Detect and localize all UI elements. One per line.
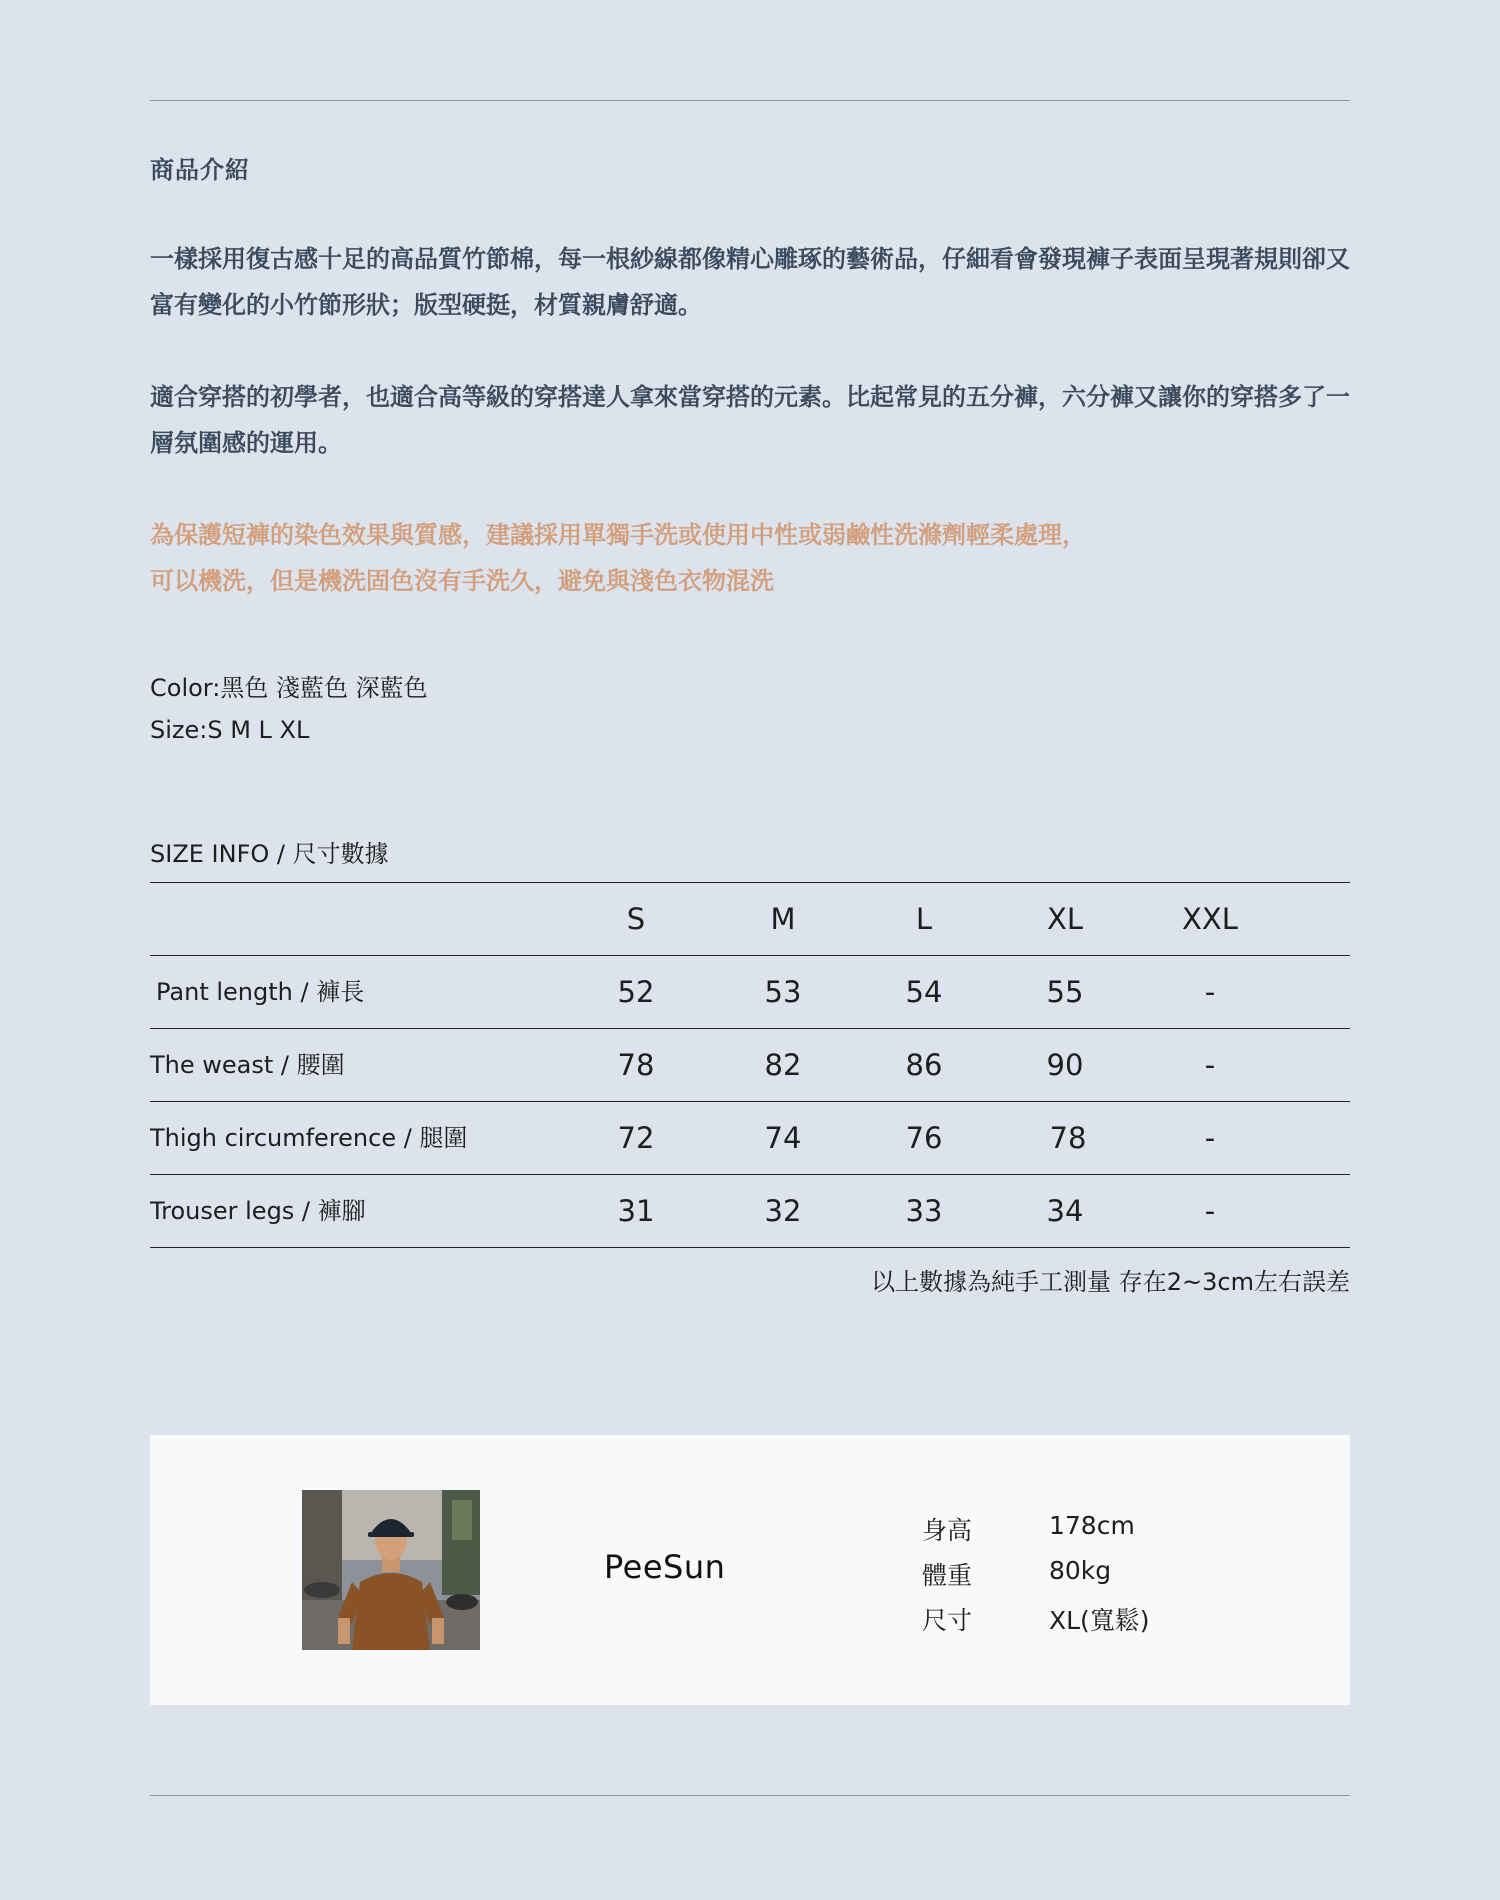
table-cell: - <box>1204 1048 1216 1082</box>
table-header-row <box>150 882 1350 955</box>
table-cell: 76 <box>905 1121 943 1155</box>
column-header-s: S <box>626 902 646 936</box>
table-row <box>150 1101 1350 1174</box>
table-cell: 55 <box>1046 975 1084 1009</box>
care-note-line-2: 可以機洗，但是機洗固色沒有手洗久，避免與淺色衣物混洗 <box>150 567 774 595</box>
top-divider <box>150 100 1350 101</box>
table-cell: 54 <box>905 975 943 1009</box>
row-label: Thigh circumference / 腿圍 <box>150 1124 468 1152</box>
stat-label-height: 身高 <box>922 1516 973 1545</box>
care-note-line-1: 為保護短褲的染色效果與質感，建議採用單獨手洗或使用中性或弱鹼性洗滌劑輕柔處理， <box>150 521 1086 549</box>
stat-value-height: 178cm <box>1049 1511 1135 1540</box>
stat-label-weight: 體重 <box>922 1561 973 1590</box>
size-table <box>150 882 1350 1248</box>
measurement-note: 以上數據為純手工測量 存在2~3cm左右誤差 <box>871 1268 1350 1296</box>
row-label: The weast / 腰圍 <box>150 1051 345 1079</box>
table-cell: - <box>1204 1121 1216 1155</box>
column-header-m: M <box>770 902 796 936</box>
table-cell: 53 <box>764 975 802 1009</box>
table-cell: - <box>1204 975 1216 1009</box>
model-name: PeeSun <box>604 1548 726 1586</box>
table-cell: - <box>1204 1194 1216 1228</box>
intro-paragraph-1: 一樣採用復古感十足的高品質竹節棉，每一根紗線都像精心雕琢的藝術品，仔細看會發現褲子表面呈現著規則卻又富有變化的小竹節形狀；版型硬挺，材質親膚舒適。 <box>150 245 1350 319</box>
table-cell: 74 <box>764 1121 802 1155</box>
table-cell: 78 <box>1049 1121 1087 1155</box>
table-cell: 78 <box>617 1048 655 1082</box>
column-header-l: L <box>915 902 933 936</box>
model-photo <box>302 1490 480 1650</box>
column-header-xxl: XXL <box>1182 902 1238 936</box>
care-note <box>150 512 1350 604</box>
table-cell: 86 <box>905 1048 943 1082</box>
size-info-title: SIZE INFO / 尺寸數據 <box>150 840 389 868</box>
table-cell: 90 <box>1046 1048 1084 1082</box>
size-options: Size:S M L XL <box>150 716 310 744</box>
table-cell: 52 <box>617 975 655 1009</box>
table-cell: 34 <box>1046 1194 1084 1228</box>
table-cell: 82 <box>764 1048 802 1082</box>
table-row <box>150 1028 1350 1101</box>
row-label: Pant length / 褲長 <box>156 978 365 1006</box>
row-label: Trouser legs / 褲腳 <box>150 1197 366 1225</box>
column-header-xl: XL <box>1046 902 1084 936</box>
bottom-divider <box>150 1795 1350 1796</box>
table-cell: 31 <box>617 1194 655 1228</box>
stat-label-size: 尺寸 <box>922 1606 973 1635</box>
table-cell: 32 <box>764 1194 802 1228</box>
color-options: Color:黑色 淺藍色 深藍色 <box>150 674 428 702</box>
table-row <box>150 1174 1350 1248</box>
intro-paragraph-2: 適合穿搭的初學者，也適合高等級的穿搭達人拿來當穿搭的元素。比起常見的五分褲，六分褲又讓你的穿搭多了一層氛圍感的運用。 <box>150 383 1350 457</box>
stat-value-size: XL(寬鬆) <box>1049 1606 1150 1635</box>
stat-value-weight: 80kg <box>1049 1556 1112 1585</box>
table-row <box>150 955 1350 1028</box>
table-cell: 33 <box>905 1194 943 1228</box>
table-cell: 72 <box>617 1121 655 1155</box>
section-title: 商品介紹 <box>150 156 250 184</box>
model-card <box>150 1435 1350 1705</box>
